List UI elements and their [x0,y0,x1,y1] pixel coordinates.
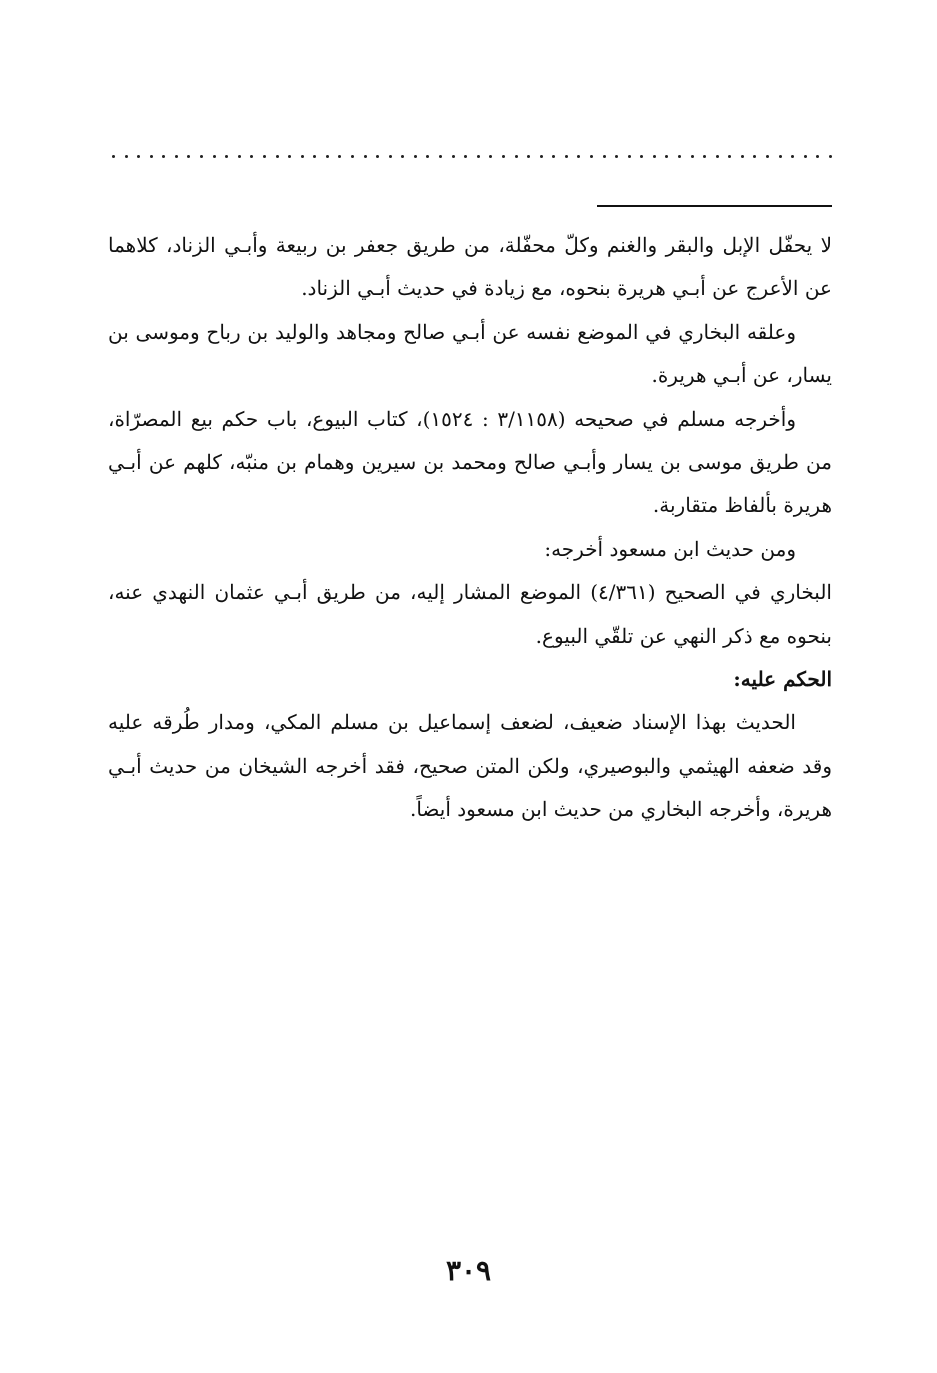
separator-dot [527,155,530,158]
separator-dot [213,155,216,158]
separator-dot [225,155,228,158]
dotted-separator [112,146,832,166]
separator-dot [338,155,341,158]
page-number: ٣٠٩ [445,1254,492,1287]
separator-dot [691,155,694,158]
separator-dot [351,155,354,158]
separator-dot [653,155,656,158]
separator-dot [250,155,253,158]
separator-dot [515,155,518,158]
separator-dot [741,155,744,158]
paragraph-ibn-masud-intro: ومن حديث ابن مسعود أخرجه: [544,536,796,561]
separator-dot [678,155,681,158]
separator-dot [162,155,165,158]
paragraph-continuation: لا يحفّل الإبل والبقر والغنم وكلّ محفّلة، من طريق جعفر بن ربيعة وأبـي الزناد، كلاهما عن الأعرج عن أبـي هريرة بنحوه، مع زيادة في حديث أبـي الزناد. [108,233,832,301]
separator-dot [665,155,668,158]
separator-dot [376,155,379,158]
footnote-rule [597,205,832,207]
separator-dot [175,155,178,158]
separator-dot [276,155,279,158]
separator-dot [716,155,719,158]
separator-dot [640,155,643,158]
separator-dot [263,155,266,158]
separator-dot [125,155,128,158]
separator-dot [137,155,140,158]
separator-dot [389,155,392,158]
separator-dot [301,155,304,158]
paragraph-bukhari-sahih: البخاري في الصحيح (٤/٣٦١) الموضع المشار إليه، من طريق أبـي عثمان النهدي عنه، بنحوه مع ذكر النهي عن تلقّي البيوع. [108,580,832,648]
separator-dot [590,155,593,158]
separator-dot [791,155,794,158]
separator-dot [552,155,555,158]
separator-dot [540,155,543,158]
separator-dot [779,155,782,158]
separator-dot [477,155,480,158]
separator-dot [313,155,316,158]
separator-dot [439,155,442,158]
separator-dot [829,155,832,158]
paragraph-muslim: وأخرجه مسلم في صحيحه (٣/١١٥٨ : ١٥٢٤)، كتاب البيوع، باب حكم بيع المصرّاة، من طريق موسى بن يسار وأبـي صالح ومحمد بن سيرين وهمام بن منبّه، كلهم عن أبـي هريرة بألفاظ متقاربة. [108,406,832,518]
separator-dot [464,155,467,158]
separator-dot [804,155,807,158]
paragraph-ruling: الحديث بهذا الإسناد ضعيف، لضعف إسماعيل بن مسلم المكي، ومدار طُرقه عليه وقد ضعفه الهيثمي والبوصيري، ولكن المتن صحيح، فقد أخرجه الشيخان من حديث أبـي هريرة، وأخرجه البخاري من حديث ابن مسعود أيضاً. [108,710,832,822]
footnote-text-block [108,224,832,832]
separator-dot [766,155,769,158]
separator-dot [200,155,203,158]
separator-dot [728,155,731,158]
separator-dot [112,155,115,158]
separator-dot [238,155,241,158]
separator-dot [816,155,819,158]
separator-dot [565,155,568,158]
separator-dot [577,155,580,158]
separator-dot [489,155,492,158]
separator-dot [452,155,455,158]
separator-dot [703,155,706,158]
separator-dot [615,155,618,158]
separator-dot [401,155,404,158]
separator-dot [150,155,153,158]
separator-dot [414,155,417,158]
separator-dot [364,155,367,158]
separator-dot [753,155,756,158]
separator-dot [502,155,505,158]
separator-dot [628,155,631,158]
separator-dot [288,155,291,158]
separator-dot [426,155,429,158]
separator-dot [187,155,190,158]
separator-dot [326,155,329,158]
section-heading-ruling: الحكم عليه: [733,667,832,692]
separator-dot [603,155,606,158]
paragraph-bukhari-taliq: وعلقه البخاري في الموضع نفسه عن أبـي صالح ومجاهد والوليد بن رباح وموسى بن يسار، عن أبـي هريرة. [108,319,832,388]
